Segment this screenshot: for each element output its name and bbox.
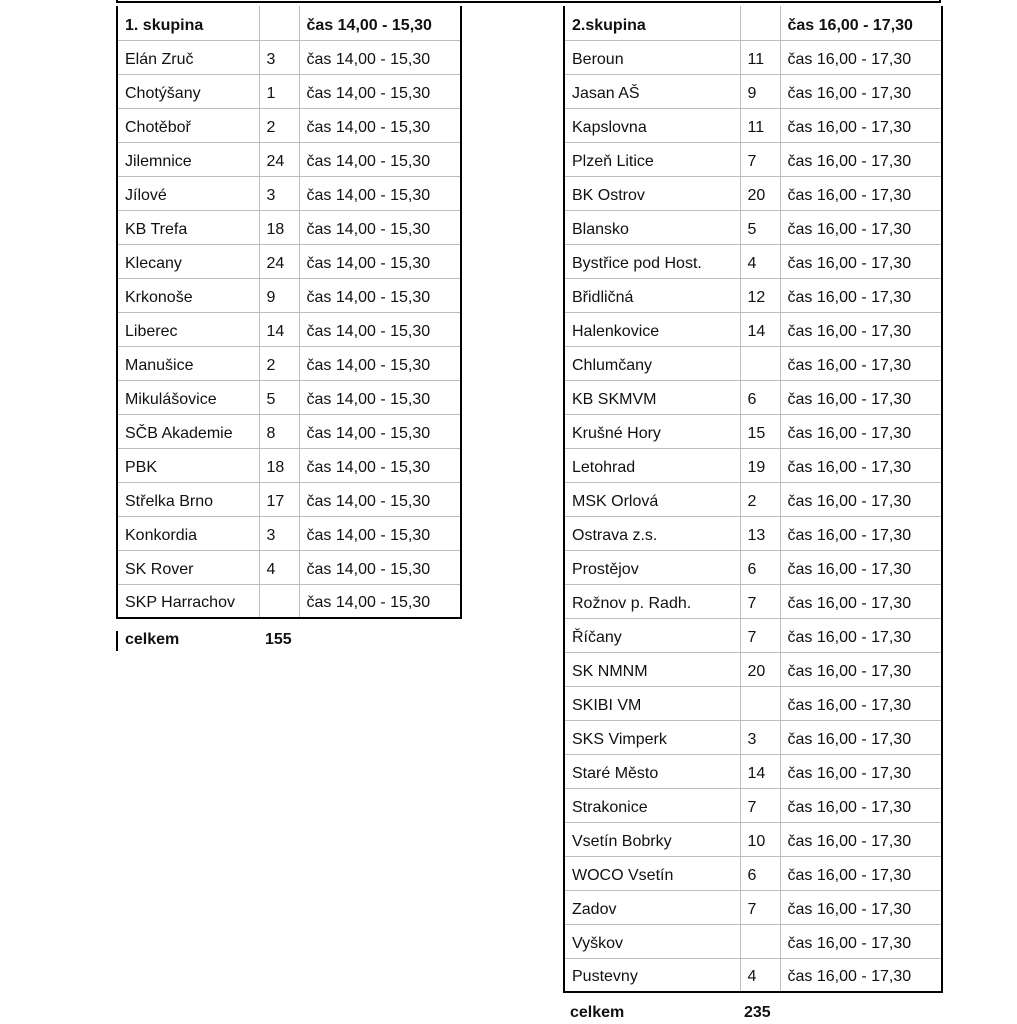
time-slot: čas 16,00 - 17,30	[780, 788, 942, 822]
table-row	[117, 516, 461, 550]
participant-count: 9	[259, 278, 299, 312]
time-slot: čas 16,00 - 17,30	[780, 210, 942, 244]
time-slot: čas 16,00 - 17,30	[780, 924, 942, 958]
club-name: Vyškov	[564, 924, 740, 958]
club-name: Jasan AŠ	[564, 74, 740, 108]
club-name: Břidličná	[564, 278, 740, 312]
club-name: SČB Akademie	[117, 414, 259, 448]
table-row	[564, 244, 942, 278]
time-slot: čas 14,00 - 15,30	[299, 346, 461, 380]
time-slot: čas 14,00 - 15,30	[299, 108, 461, 142]
table-row	[564, 550, 942, 584]
table-row	[564, 754, 942, 788]
time-slot: čas 14,00 - 15,30	[299, 550, 461, 584]
table-row	[564, 176, 942, 210]
participant-count: 18	[259, 210, 299, 244]
time-slot: čas 16,00 - 17,30	[780, 686, 942, 720]
participant-count: 4	[259, 550, 299, 584]
time-slot: čas 16,00 - 17,30	[780, 380, 942, 414]
club-name: Konkordia	[117, 516, 259, 550]
time-slot: čas 16,00 - 17,30	[780, 958, 942, 992]
participant-count	[740, 686, 780, 720]
club-name: SK NMNM	[564, 652, 740, 686]
time-slot: čas 16,00 - 17,30	[780, 40, 942, 74]
club-name: Strakonice	[564, 788, 740, 822]
table-row	[117, 176, 461, 210]
table-row	[564, 584, 942, 618]
time-slot: čas 14,00 - 15,30	[299, 40, 461, 74]
participant-count: 20	[740, 176, 780, 210]
participant-count: 3	[259, 40, 299, 74]
participant-count: 12	[740, 278, 780, 312]
participant-count: 15	[740, 414, 780, 448]
table-row	[564, 210, 942, 244]
participant-count: 7	[740, 890, 780, 924]
time-slot: čas 14,00 - 15,30	[299, 414, 461, 448]
time-slot: čas 16,00 - 17,30	[780, 142, 942, 176]
participant-count: 14	[740, 312, 780, 346]
participant-count: 9	[740, 74, 780, 108]
participant-count: 4	[740, 244, 780, 278]
table-row	[564, 414, 942, 448]
group-1-rows	[117, 6, 461, 618]
table-row	[564, 788, 942, 822]
club-name: BK Ostrov	[564, 176, 740, 210]
table-row	[117, 584, 461, 618]
club-name: MSK Orlová	[564, 482, 740, 516]
table-row	[564, 40, 942, 74]
time-slot: čas 16,00 - 17,30	[780, 516, 942, 550]
club-name: PBK	[117, 448, 259, 482]
club-name: Manušice	[117, 346, 259, 380]
participant-count: 11	[740, 40, 780, 74]
club-name: Říčany	[564, 618, 740, 652]
time-slot: čas 16,00 - 17,30	[780, 244, 942, 278]
participant-count: 6	[740, 856, 780, 890]
club-name: Letohrad	[564, 448, 740, 482]
group-2-header-time: čas 16,00 - 17,30	[780, 6, 942, 40]
participant-count: 24	[259, 244, 299, 278]
time-slot: čas 16,00 - 17,30	[780, 346, 942, 380]
group-1-total-label: celkem	[125, 631, 180, 648]
group-1-header-count	[259, 6, 299, 40]
club-name: Beroun	[564, 40, 740, 74]
participant-count: 10	[740, 822, 780, 856]
club-name: Střelka Brno	[117, 482, 259, 516]
table-row	[564, 380, 942, 414]
club-name: Pustevny	[564, 958, 740, 992]
time-slot: čas 16,00 - 17,30	[780, 448, 942, 482]
table-row	[564, 720, 942, 754]
club-name: Vsetín Bobrky	[564, 822, 740, 856]
table-row	[117, 244, 461, 278]
participant-count: 7	[740, 142, 780, 176]
table-row	[117, 346, 461, 380]
time-slot: čas 16,00 - 17,30	[780, 312, 942, 346]
table-row	[564, 924, 942, 958]
table-top-border	[116, 0, 941, 3]
club-name: Prostějov	[564, 550, 740, 584]
club-name: SKIBI VM	[564, 686, 740, 720]
club-name: Staré Město	[564, 754, 740, 788]
group-2-header-row	[564, 6, 942, 40]
participant-count: 8	[259, 414, 299, 448]
table-row	[117, 312, 461, 346]
time-slot: čas 14,00 - 15,30	[299, 176, 461, 210]
club-name: Chotýšany	[117, 74, 259, 108]
time-slot: čas 16,00 - 17,30	[780, 176, 942, 210]
participant-count	[259, 584, 299, 618]
time-slot: čas 16,00 - 17,30	[780, 550, 942, 584]
group-2-table	[563, 6, 941, 993]
club-name: Klecany	[117, 244, 259, 278]
group-2-total-value: 235	[744, 1004, 771, 1021]
time-slot: čas 14,00 - 15,30	[299, 584, 461, 618]
club-name: WOCO Vsetín	[564, 856, 740, 890]
participant-count: 5	[259, 380, 299, 414]
time-slot: čas 16,00 - 17,30	[780, 890, 942, 924]
club-name: Chlumčany	[564, 346, 740, 380]
participant-count: 7	[740, 584, 780, 618]
club-name: Plzeň Litice	[564, 142, 740, 176]
table-row	[117, 142, 461, 176]
participant-count: 3	[259, 176, 299, 210]
time-slot: čas 14,00 - 15,30	[299, 244, 461, 278]
participant-count: 11	[740, 108, 780, 142]
time-slot: čas 14,00 - 15,30	[299, 380, 461, 414]
group-1-header-time: čas 14,00 - 15,30	[299, 6, 461, 40]
table-row	[117, 278, 461, 312]
time-slot: čas 16,00 - 17,30	[780, 74, 942, 108]
club-name: Mikulášovice	[117, 380, 259, 414]
table-row	[117, 448, 461, 482]
participant-count	[740, 346, 780, 380]
participant-count: 6	[740, 380, 780, 414]
time-slot: čas 16,00 - 17,30	[780, 482, 942, 516]
participant-count: 20	[740, 652, 780, 686]
table-row	[564, 108, 942, 142]
participant-count: 5	[740, 210, 780, 244]
club-name: Rožnov p. Radh.	[564, 584, 740, 618]
time-slot: čas 16,00 - 17,30	[780, 618, 942, 652]
club-name: Zadov	[564, 890, 740, 924]
time-slot: čas 16,00 - 17,30	[780, 720, 942, 754]
club-name: Ostrava z.s.	[564, 516, 740, 550]
club-name: Chotěboř	[117, 108, 259, 142]
group-1-title: 1. skupina	[117, 6, 259, 40]
club-name: SK Rover	[117, 550, 259, 584]
participant-count: 2	[259, 346, 299, 380]
time-slot: čas 14,00 - 15,30	[299, 448, 461, 482]
group-2-total	[563, 1004, 941, 1024]
club-name: Bystřice pod Host.	[564, 244, 740, 278]
club-name: Blansko	[564, 210, 740, 244]
participant-count: 6	[740, 550, 780, 584]
club-name: Jilemnice	[117, 142, 259, 176]
participant-count: 24	[259, 142, 299, 176]
time-slot: čas 14,00 - 15,30	[299, 482, 461, 516]
time-slot: čas 16,00 - 17,30	[780, 822, 942, 856]
club-name: Halenkovice	[564, 312, 740, 346]
table-row	[564, 686, 942, 720]
participant-count: 2	[740, 482, 780, 516]
club-name: Jílové	[117, 176, 259, 210]
time-slot: čas 14,00 - 15,30	[299, 210, 461, 244]
table-row	[117, 550, 461, 584]
participant-count: 1	[259, 74, 299, 108]
participant-count: 2	[259, 108, 299, 142]
participant-count: 19	[740, 448, 780, 482]
table-row	[564, 142, 942, 176]
time-slot: čas 16,00 - 17,30	[780, 652, 942, 686]
participant-count: 14	[259, 312, 299, 346]
group-1-total-value: 155	[265, 631, 292, 648]
club-name: Liberec	[117, 312, 259, 346]
table-row	[564, 618, 942, 652]
time-slot: čas 16,00 - 17,30	[780, 414, 942, 448]
group-2-total-label: celkem	[570, 1004, 625, 1021]
time-slot: čas 14,00 - 15,30	[299, 312, 461, 346]
participant-count: 7	[740, 788, 780, 822]
club-name: Kapslovna	[564, 108, 740, 142]
table-row	[117, 414, 461, 448]
club-name: Krušné Hory	[564, 414, 740, 448]
table-row	[564, 856, 942, 890]
table-row	[564, 312, 942, 346]
table-row	[564, 652, 942, 686]
table-row	[564, 482, 942, 516]
participant-count	[740, 924, 780, 958]
club-name: Elán Zruč	[117, 40, 259, 74]
club-name: SKP Harrachov	[117, 584, 259, 618]
table-row	[117, 74, 461, 108]
group-2-header-count	[740, 6, 780, 40]
group-2-title: 2.skupina	[564, 6, 740, 40]
participant-count: 17	[259, 482, 299, 516]
table-row	[117, 482, 461, 516]
table-row	[117, 40, 461, 74]
club-name: KB SKMVM	[564, 380, 740, 414]
table-row	[564, 448, 942, 482]
club-name: Krkonoše	[117, 278, 259, 312]
group-2-rows	[564, 6, 942, 992]
time-slot: čas 16,00 - 17,30	[780, 856, 942, 890]
table-row	[117, 380, 461, 414]
time-slot: čas 16,00 - 17,30	[780, 108, 942, 142]
table-row	[564, 516, 942, 550]
club-name: SKS Vimperk	[564, 720, 740, 754]
participant-count: 7	[740, 618, 780, 652]
time-slot: čas 16,00 - 17,30	[780, 584, 942, 618]
table-row	[564, 958, 942, 992]
group-1-header-row	[117, 6, 461, 40]
time-slot: čas 14,00 - 15,30	[299, 516, 461, 550]
table-row	[564, 890, 942, 924]
time-slot: čas 16,00 - 17,30	[780, 278, 942, 312]
participant-count: 14	[740, 754, 780, 788]
time-slot: čas 14,00 - 15,30	[299, 278, 461, 312]
table-row	[564, 346, 942, 380]
table-row	[564, 74, 942, 108]
participant-count: 4	[740, 958, 780, 992]
participant-count: 3	[740, 720, 780, 754]
participant-count: 13	[740, 516, 780, 550]
table-row	[117, 108, 461, 142]
time-slot: čas 14,00 - 15,30	[299, 142, 461, 176]
table-row	[564, 822, 942, 856]
time-slot: čas 16,00 - 17,30	[780, 754, 942, 788]
time-slot: čas 14,00 - 15,30	[299, 74, 461, 108]
table-row	[564, 278, 942, 312]
club-name: KB Trefa	[117, 210, 259, 244]
participant-count: 18	[259, 448, 299, 482]
table-row	[117, 210, 461, 244]
group-1-total	[116, 631, 462, 651]
group-1-table	[116, 6, 460, 619]
participant-count: 3	[259, 516, 299, 550]
